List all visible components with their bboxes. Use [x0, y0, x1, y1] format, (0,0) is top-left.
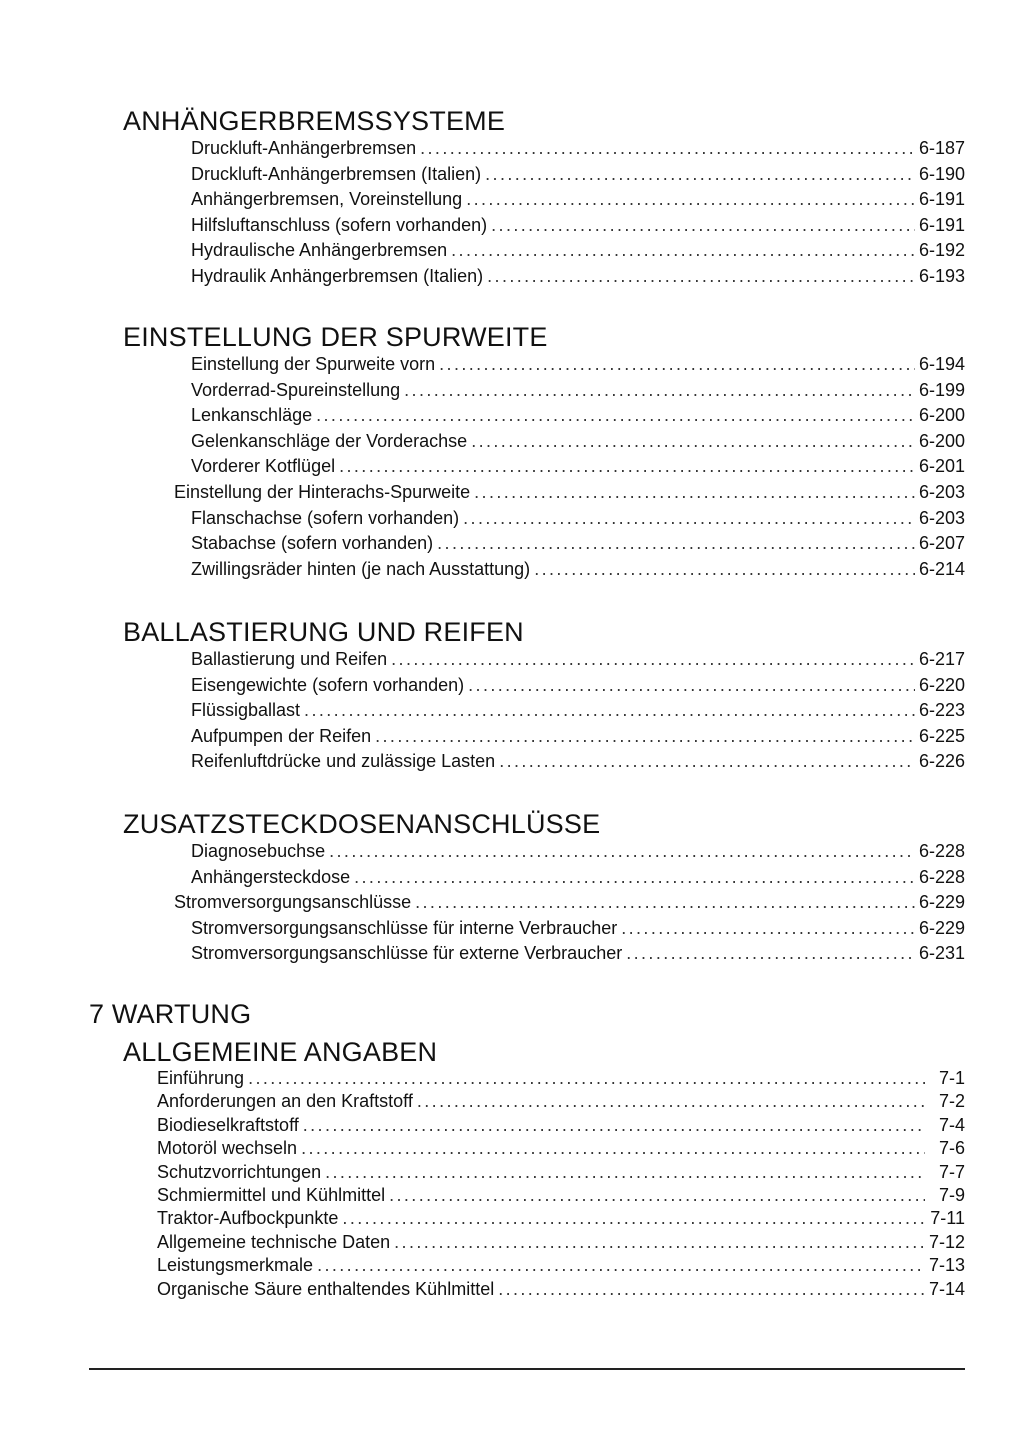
entry-page-number: 7-7	[938, 1161, 965, 1182]
toc-entry[interactable]	[0, 480, 1024, 506]
dot-leader	[316, 403, 915, 429]
dot-leader	[417, 1090, 925, 1113]
section-title: ALLGEMEINE ANGABEN	[123, 1037, 438, 1067]
toc-section-sockets	[0, 809, 1024, 967]
entry-title: Eisengewichte (sofern vorhanden)	[191, 674, 465, 695]
toc-entry[interactable]	[0, 673, 1024, 699]
entry-page-number: 7-12	[929, 1231, 966, 1252]
dot-leader	[621, 916, 915, 942]
entry-page-number: 6-214	[918, 558, 965, 579]
toc-entry[interactable]	[0, 1207, 1024, 1230]
dot-leader	[499, 749, 915, 775]
toc-entry[interactable]	[0, 1090, 1024, 1113]
entry-page-number: 6-200	[918, 405, 965, 426]
entry-page-number: 6-226	[918, 751, 965, 772]
dot-leader	[534, 557, 915, 583]
toc-entry[interactable]	[0, 724, 1024, 750]
entry-page-number: 6-192	[918, 240, 965, 261]
dot-leader	[394, 1231, 925, 1254]
toc-entry[interactable]	[0, 429, 1024, 455]
toc-entry[interactable]	[0, 916, 1024, 942]
chapter-title: 7 WARTUNG	[89, 999, 252, 1029]
toc-entry[interactable]	[0, 506, 1024, 532]
entry-title: Einstellung der Spurweite vorn	[191, 354, 436, 374]
toc-entry[interactable]	[0, 1114, 1024, 1137]
entry-page-number: 7-11	[930, 1208, 965, 1229]
dot-leader	[471, 429, 915, 455]
entry-title: Allgemeine technische Daten	[157, 1231, 391, 1252]
entry-page-number: 6-228	[918, 866, 965, 887]
entry-page-number: 6-203	[918, 481, 965, 502]
dot-leader	[437, 531, 915, 557]
toc-entry[interactable]	[0, 531, 1024, 557]
entry-page-number: 6-217	[918, 649, 965, 669]
dot-leader	[626, 941, 915, 967]
toc-entry[interactable]	[0, 557, 1024, 583]
entry-page-number: 6-223	[918, 700, 965, 721]
dot-leader	[375, 724, 915, 750]
toc-entry[interactable]	[0, 1137, 1024, 1160]
entry-page-number: 6-229	[918, 892, 965, 913]
entry-page-number: 6-193	[918, 265, 965, 286]
toc-entry[interactable]	[0, 1278, 1024, 1301]
entry-title: Diagnosebuchse	[191, 841, 326, 861]
toc-entry[interactable]	[0, 749, 1024, 775]
toc-entry[interactable]	[0, 1184, 1024, 1207]
entry-page-number: 7-1	[938, 1068, 965, 1088]
entry-page-number: 6-199	[918, 379, 965, 400]
entry-title: Stromversorgungsanschlüsse	[174, 892, 412, 913]
entry-page-number: 7-13	[929, 1255, 966, 1276]
toc-entry[interactable]	[0, 941, 1024, 967]
dot-leader	[498, 1278, 925, 1301]
entry-title: Einführung	[157, 1068, 245, 1088]
dot-leader	[439, 352, 915, 378]
dot-leader	[342, 1207, 925, 1230]
toc-section-trailer-brakes	[0, 106, 1024, 290]
toc-entry[interactable]	[0, 890, 1024, 916]
entry-page-number: 6-191	[918, 189, 965, 210]
entry-title: Hilfsluftanschluss (sofern vorhanden)	[191, 214, 488, 235]
toc-entry[interactable]	[0, 1067, 1024, 1090]
toc-section-ballast-tyres	[0, 617, 1024, 775]
dot-leader	[466, 187, 915, 213]
entry-title: Zwillingsräder hinten (je nach Ausstattung)	[191, 558, 531, 579]
entry-page-number: 6-207	[918, 533, 965, 554]
dot-leader	[304, 698, 915, 724]
dot-leader	[301, 1137, 925, 1160]
entry-title: Reifenluftdrücke und zulässige Lasten	[191, 751, 496, 772]
entry-list	[0, 352, 1024, 582]
dot-leader	[248, 1067, 925, 1090]
toc-entry[interactable]	[0, 187, 1024, 213]
entry-title: Schmiermittel und Kühlmittel	[157, 1184, 386, 1205]
dot-leader	[491, 213, 915, 239]
dot-leader	[303, 1114, 925, 1137]
toc-entry[interactable]	[0, 454, 1024, 480]
dot-leader	[317, 1254, 925, 1277]
entry-title: Vorderrad-Spureinstellung	[191, 379, 401, 400]
entry-title: Druckluft-Anhängerbremsen (Italien)	[191, 163, 482, 184]
section-title: EINSTELLUNG DER SPURWEITE	[123, 322, 548, 352]
entry-title: Leistungsmerkmale	[157, 1255, 314, 1276]
entry-title: Organische Säure enthaltendes Kühlmittel	[157, 1278, 495, 1299]
toc-entry[interactable]	[0, 264, 1024, 290]
footer-rule	[89, 1368, 965, 1370]
toc-entry[interactable]	[0, 136, 1024, 162]
entry-title: Aufpumpen der Reifen	[191, 725, 372, 746]
entry-title: Einstellung der Hinterachs-Spurweite	[174, 481, 471, 502]
entry-title: Ballastierung und Reifen	[191, 649, 388, 669]
dot-leader	[389, 1184, 925, 1207]
entry-page-number: 6-194	[918, 354, 965, 374]
toc-entry[interactable]	[0, 352, 1024, 378]
entry-list	[0, 136, 1024, 290]
entry-title: Motoröl wechseln	[157, 1138, 298, 1159]
toc-entry[interactable]	[0, 378, 1024, 404]
entry-title: Vorderer Kotflügel	[191, 456, 336, 477]
section-title: BALLASTIERUNG UND REIFEN	[123, 617, 524, 647]
entry-title: Lenkanschläge	[191, 405, 313, 426]
toc-entry[interactable]	[0, 865, 1024, 891]
entry-page-number: 6-231	[918, 943, 965, 964]
entry-title: Biodieselkraftstoff	[157, 1114, 299, 1135]
entry-page-number: 7-6	[938, 1138, 965, 1159]
toc-chapter-maintenance	[0, 999, 1024, 1301]
toc-entry[interactable]	[0, 1254, 1024, 1277]
toc-entry[interactable]	[0, 162, 1024, 188]
entry-page-number: 6-228	[918, 841, 965, 861]
dot-leader	[354, 865, 915, 891]
dot-leader	[451, 238, 915, 264]
entry-page-number: 7-2	[938, 1091, 965, 1112]
section-title: ZUSATZSTECKDOSENANSCHLÜSSE	[123, 809, 601, 839]
toc-entry[interactable]	[0, 839, 1024, 865]
entry-title: Traktor-Aufbockpunkte	[157, 1208, 339, 1229]
entry-title: Stromversorgungsanschlüsse für interne Verbraucher	[191, 917, 618, 938]
entry-page-number: 6-191	[918, 214, 965, 235]
dot-leader	[474, 480, 915, 506]
entry-title: Hydraulische Anhängerbremsen	[191, 240, 448, 261]
entry-list	[0, 1067, 1024, 1301]
entry-title: Gelenkanschläge der Vorderachse	[191, 430, 468, 451]
dot-leader	[487, 264, 915, 290]
dot-leader	[404, 378, 915, 404]
entry-page-number: 6-200	[918, 430, 965, 451]
entry-title: Druckluft-Anhängerbremsen	[191, 138, 417, 158]
entry-title: Flüssigballast	[191, 700, 301, 721]
entry-title: Anhängerbremsen, Voreinstellung	[191, 189, 463, 210]
dot-leader	[329, 839, 915, 865]
dot-leader	[463, 506, 915, 532]
toc-entry[interactable]	[0, 647, 1024, 673]
entry-title: Schutzvorrichtungen	[157, 1161, 322, 1182]
entry-title: Hydraulik Anhängerbremsen (Italien)	[191, 265, 484, 286]
entry-title: Anhängersteckdose	[191, 866, 351, 887]
entry-page-number: 6-220	[918, 674, 965, 695]
entry-list	[0, 647, 1024, 775]
entry-page-number: 7-9	[938, 1184, 965, 1205]
entry-page-number: 7-14	[929, 1278, 966, 1299]
dot-leader	[391, 647, 915, 673]
toc-entry[interactable]	[0, 403, 1024, 429]
dot-leader	[468, 673, 915, 699]
dot-leader	[325, 1161, 925, 1184]
dot-leader	[420, 136, 915, 162]
entry-page-number: 6-225	[918, 725, 965, 746]
entry-page-number: 6-229	[918, 917, 965, 938]
entry-page-number: 6-201	[918, 456, 965, 477]
entry-list	[0, 839, 1024, 967]
toc-entry[interactable]	[0, 698, 1024, 724]
dot-leader	[485, 162, 915, 188]
entry-page-number: 7-4	[938, 1114, 965, 1135]
entry-title: Anforderungen an den Kraftstoff	[157, 1091, 413, 1112]
entry-title: Stromversorgungsanschlüsse für externe Verbraucher	[191, 943, 623, 964]
toc-entry[interactable]	[0, 1161, 1024, 1184]
section-title: ANHÄNGERBREMSSYSTEME	[123, 106, 506, 136]
toc-entry[interactable]	[0, 238, 1024, 264]
entry-title: Flanschachse (sofern vorhanden)	[191, 507, 460, 528]
entry-page-number: 6-203	[918, 507, 965, 528]
dot-leader	[339, 454, 915, 480]
entry-title: Stabachse (sofern vorhanden)	[191, 533, 434, 554]
dot-leader	[415, 890, 915, 916]
entry-page-number: 6-190	[918, 163, 965, 184]
entry-page-number: 6-187	[918, 138, 965, 158]
toc-entry[interactable]	[0, 213, 1024, 239]
toc-entry[interactable]	[0, 1231, 1024, 1254]
toc-section-track-width	[0, 322, 1024, 582]
